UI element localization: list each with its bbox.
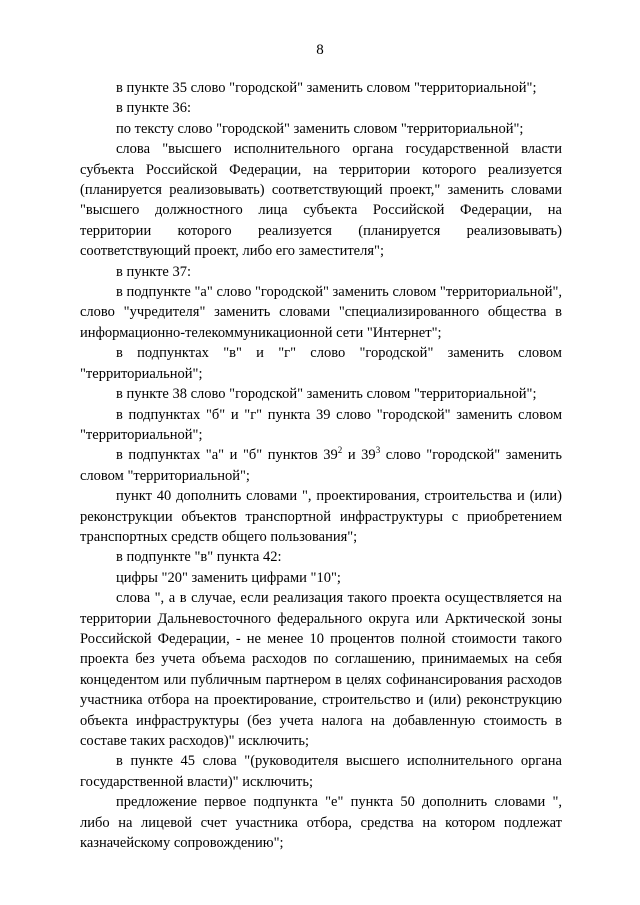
superscript: 3 [375,445,381,456]
superscript: 2 [337,445,343,456]
paragraph-part: в подпунктах "а" и "б" пунктов 39 [116,447,338,464]
paragraph: в пункте 45 слова "(руководителя высшего исполнительного органа государственной власти)" исключить; [80,753,562,790]
paragraph: слова "высшего исполнительного органа государственной власти субъекта Российской Федерации, на территории которого реализуется (планируется реализовывать) соответствующий проект," заменить словами "высшего должностного лица субъекта Российской Федерации, на территории которого реализуется (планируется реализовывать) соответствующий проект, либо его заместителя"; [80,141,562,260]
paragraph: слова ", а в случае, если реализация такого проекта осуществляется на территории Дальневосточного федерального округа или Арктической зоны Российской Федерации, - не менее 10 процентов полной стоимости такого проекта без учета объема расходов по соглашению, принимаемых на себя концедентом или публичным партнером в целях софинансирования расходов участника отбора на проектирование, строительство и (или) реконструкцию объекта инфраструктуры (без учета налога на добавленную стоимость в составе таких расходов)" исключить; [80,590,562,749]
paragraph: в подпункте "в" пункта 42: [116,549,282,566]
paragraph-with-superscripts [80,445,562,486]
paragraph: в подпункте "а" слово "городской" заменить словом "территориальной", слово "учредителя" заменить словами "специализированного общества в информационно-телекоммуникационной сети "Интернет"; [80,284,562,341]
paragraph: в подпунктах "б" и "г" пункта 39 слово "городской" заменить словом "территориальной"; [80,406,562,443]
paragraph: цифры "20" заменить цифрами "10"; [116,569,341,586]
paragraph: в пункте 36: [116,100,192,117]
paragraph: в пункте 37: [116,263,192,280]
paragraph-part: и 39 [342,447,376,464]
paragraph: в пункте 35 слово "городской" заменить словом "территориальной"; [116,80,537,96]
paragraph: по тексту слово "городской" заменить словом "территориальной"; [116,120,524,137]
paragraph: в пункте 38 слово "городской" заменить словом "территориальной"; [116,386,537,403]
page-number: 8 [316,42,324,58]
document-body [80,78,562,853]
paragraph-part: слово "городской" заменить словом "территориальной"; [80,447,562,484]
paragraph: пункт 40 дополнить словами ", проектирования, строительства и (или) реконструкции объектов транспортной инфраструктуры с приобретением транспортных средств общего пользования"; [80,488,562,545]
paragraph: предложение первое подпункта "е" пункта 50 дополнить словами ", либо на лицевой счет участника отбора, средства на котором подлежат казначейскому сопровождению"; [80,794,562,852]
paragraph: в подпунктах "в" и "г" слово "городской" заменить словом "территориальной"; [80,345,562,382]
